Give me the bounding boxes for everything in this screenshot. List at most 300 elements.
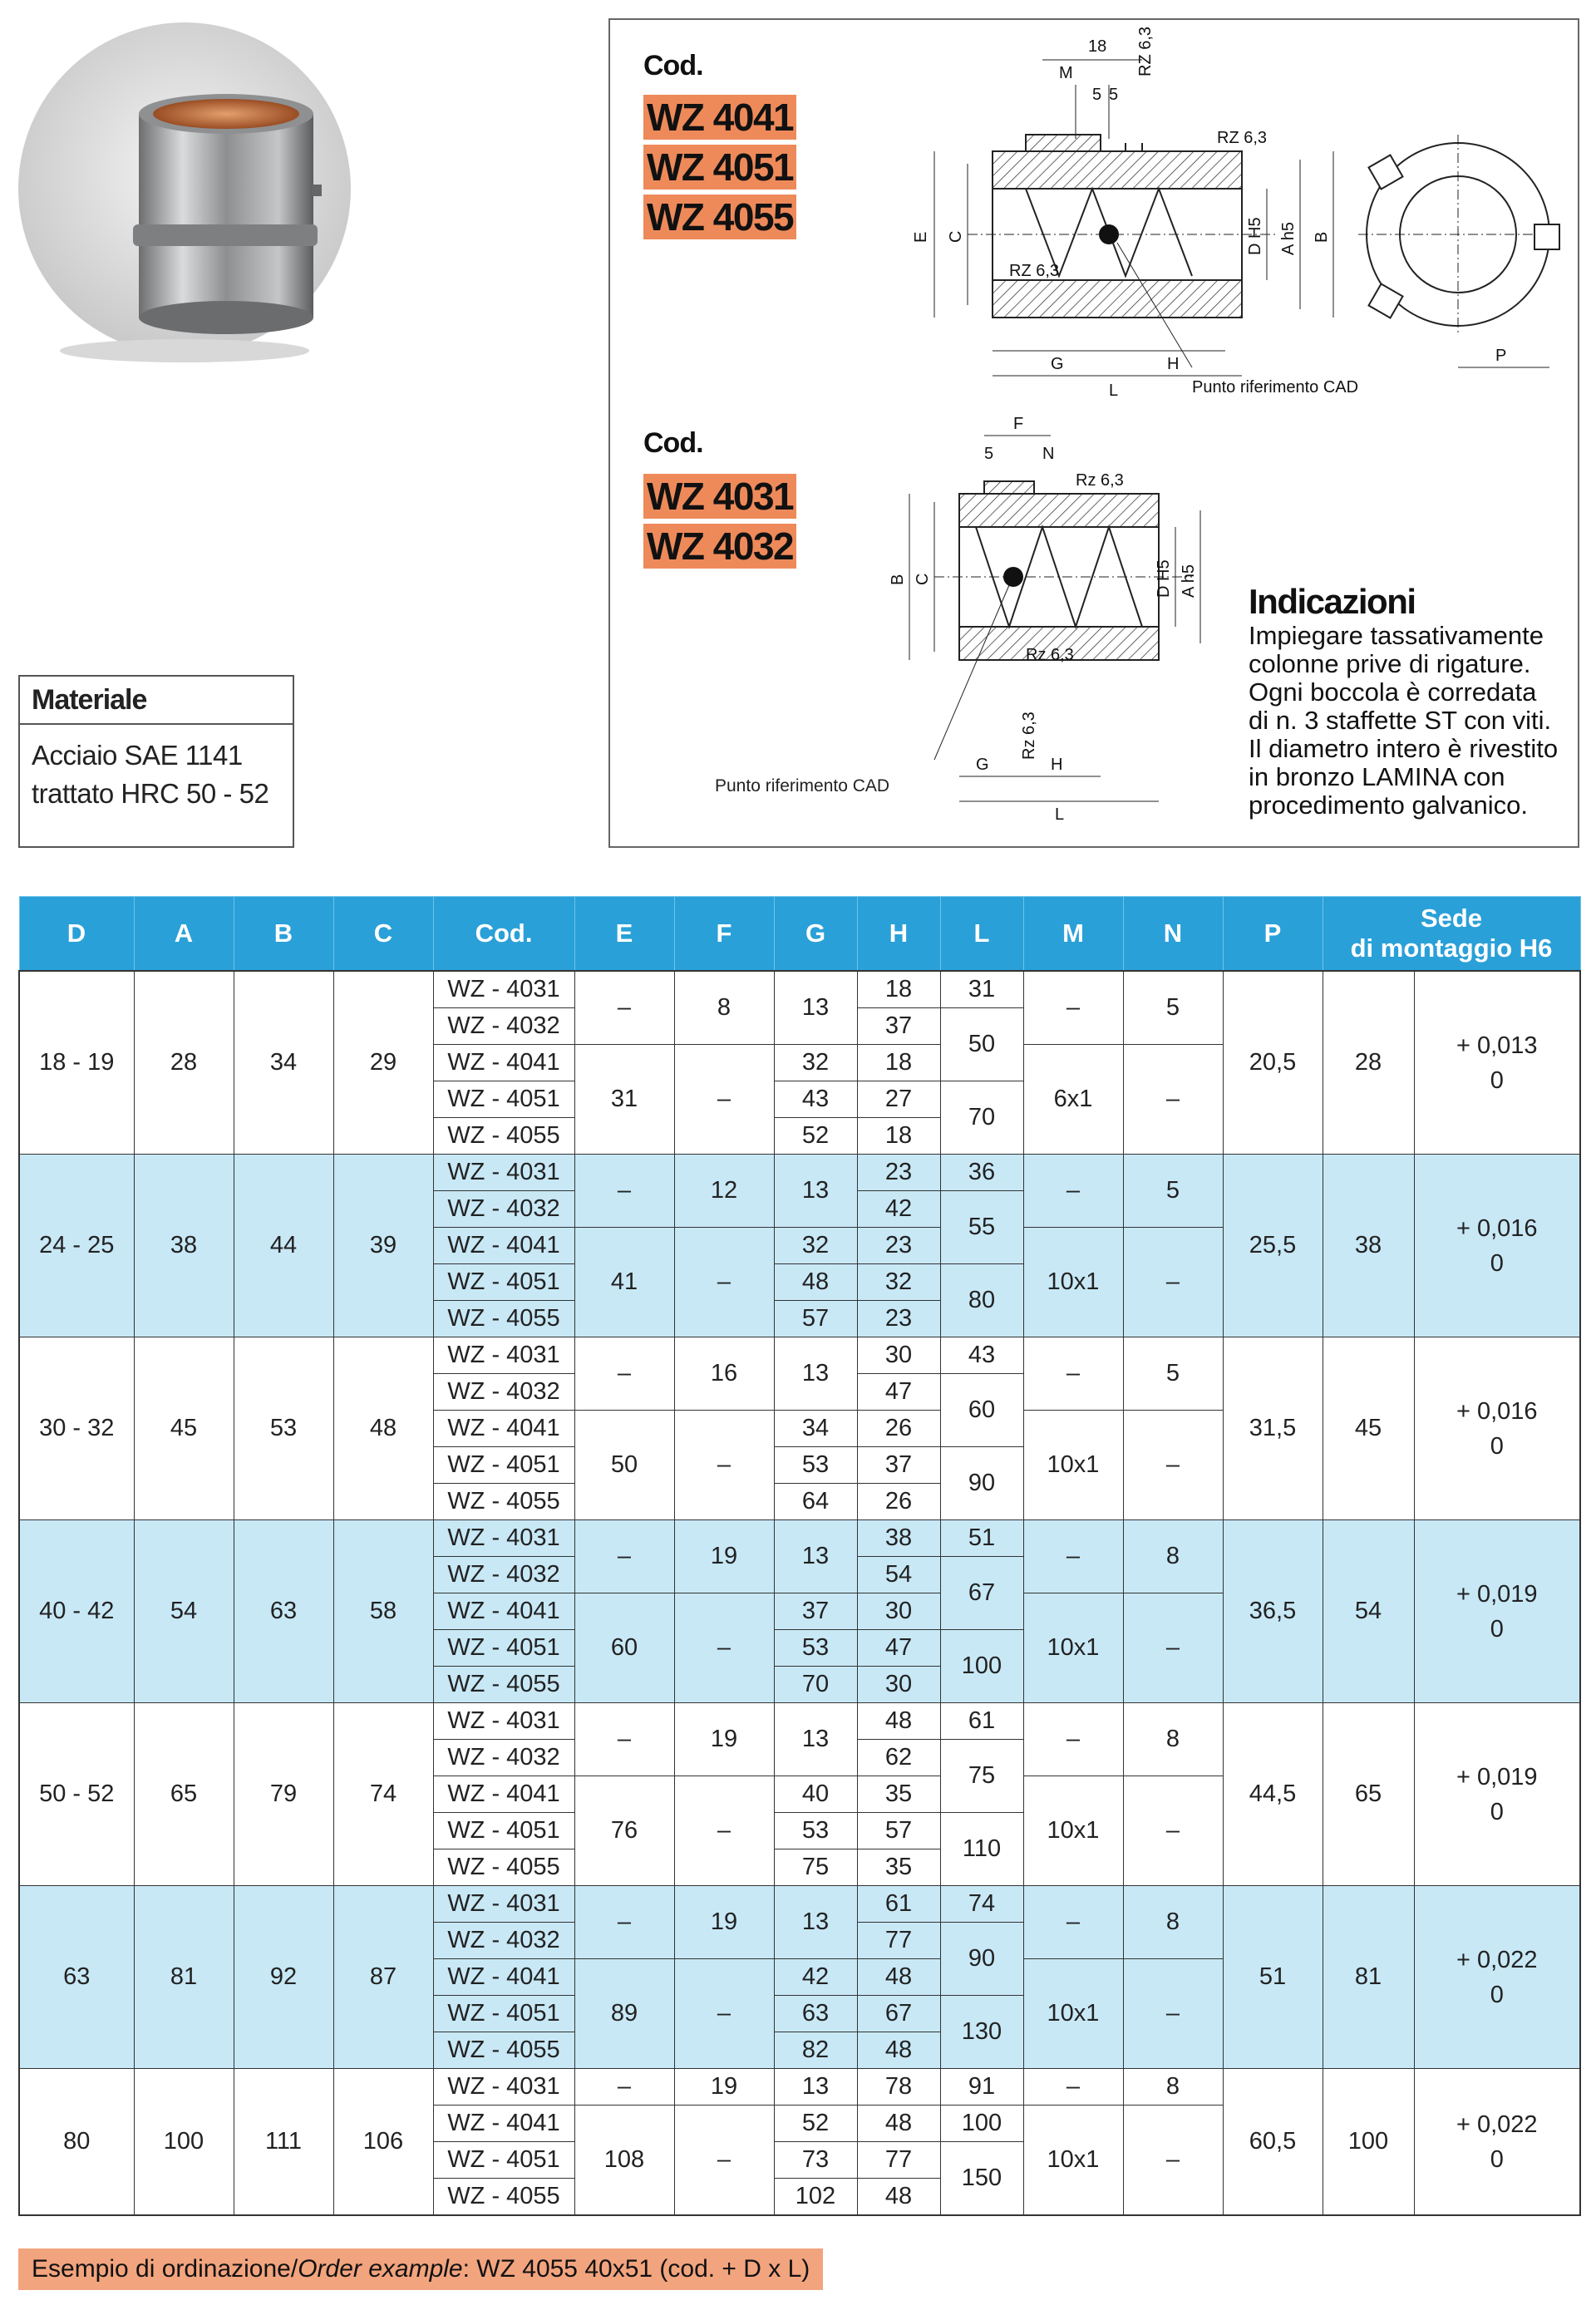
cell-L: 150 (940, 2142, 1023, 2216)
sede-line-2: di montaggio H6 (1350, 933, 1553, 963)
indicazioni-line: procedimento galvanico. (1249, 790, 1529, 820)
cell-cod: WZ - 4055 (433, 1667, 574, 1703)
cell-N: 8 (1123, 1520, 1223, 1593)
cell-E: 50 (574, 1411, 674, 1520)
cell-P: 20,5 (1223, 971, 1323, 1155)
table-row (19, 1520, 1580, 1557)
cell-cod: WZ - 4031 (433, 1337, 574, 1374)
col-header-B: B (234, 897, 333, 972)
cell-G: 40 (774, 1776, 857, 1813)
table-row (19, 1155, 1580, 1191)
cell-H: 77 (857, 1923, 940, 1959)
cell-L: 91 (940, 2069, 1023, 2106)
cell-B: 111 (234, 2069, 333, 2216)
cell-N: – (1123, 1776, 1223, 1886)
cell-G: 70 (774, 1667, 857, 1703)
cell-H: 35 (857, 1776, 940, 1813)
table-row (19, 971, 1580, 1008)
cell-seat: 45 (1323, 1337, 1414, 1520)
cell-L: 67 (940, 1557, 1023, 1630)
cell-E: 89 (574, 1959, 674, 2069)
cell-B: 34 (234, 971, 333, 1155)
material-line-1: Acciaio SAE 1141 (32, 740, 243, 771)
cell-B: 63 (234, 1520, 333, 1703)
order-example-prefix: Esempio di ordinazione/ (32, 2255, 298, 2283)
cell-D: 50 - 52 (19, 1703, 134, 1886)
table-header-row (19, 897, 1580, 972)
indicazioni-line: Ogni boccola è corredata (1249, 677, 1537, 707)
cell-N: – (1123, 1593, 1223, 1703)
col-header-M: M (1023, 897, 1123, 972)
cell-D: 30 - 32 (19, 1337, 134, 1520)
cell-G: 13 (774, 1703, 857, 1776)
cell-cod: WZ - 4032 (433, 1740, 574, 1776)
cell-G: 13 (774, 971, 857, 1045)
tolerance-lower: 0 (1490, 1615, 1504, 1643)
cell-N: – (1123, 1411, 1223, 1520)
cell-M: 10x1 (1023, 1593, 1123, 1703)
cell-F: – (674, 1411, 774, 1520)
cell-G: 43 (774, 1081, 857, 1118)
cell-A: 81 (134, 1886, 234, 2069)
cell-A: 65 (134, 1703, 234, 1886)
cell-L: 100 (940, 2106, 1023, 2142)
cell-H: 54 (857, 1557, 940, 1593)
rz-label-3: RZ 6,3 (1009, 262, 1060, 280)
cell-cod: WZ - 4051 (433, 1630, 574, 1667)
cell-M: 10x1 (1023, 1228, 1123, 1337)
cell-N: 8 (1123, 2069, 1223, 2106)
indicazioni-line: di n. 3 staffette ST con viti. (1249, 706, 1552, 735)
cell-A: 28 (134, 971, 234, 1155)
col-header-L: L (940, 897, 1023, 972)
col-header-H: H (857, 897, 940, 972)
cell-cod: WZ - 4051 (433, 1447, 574, 1484)
dim-E: E (912, 231, 930, 243)
cell-cod: WZ - 4032 (433, 1008, 574, 1045)
cell-N: 5 (1123, 1337, 1223, 1411)
dim-B2: B (889, 574, 907, 585)
dim-C2: C (914, 573, 932, 585)
cell-C: 87 (333, 1886, 433, 2069)
cell-cod: WZ - 4031 (433, 1155, 574, 1191)
cell-G: 64 (774, 1484, 857, 1520)
product-photo (10, 18, 359, 367)
cell-G: 13 (774, 1337, 857, 1411)
cell-G: 52 (774, 1118, 857, 1155)
cell-L: 110 (940, 1813, 1023, 1886)
cell-G: 13 (774, 2069, 857, 2106)
cell-L: 61 (940, 1703, 1023, 1740)
tolerance-lower: 0 (1490, 1249, 1504, 1277)
cell-M: – (1023, 1337, 1123, 1411)
cell-D: 80 (19, 2069, 134, 2216)
cell-E: – (574, 971, 674, 1045)
cell-seat: 65 (1323, 1703, 1414, 1886)
cell-tolerance (1414, 1155, 1580, 1337)
cell-H: 48 (857, 1959, 940, 1996)
cell-tolerance (1414, 1886, 1580, 2069)
cell-cod: WZ - 4051 (433, 1081, 574, 1118)
cell-G: 73 (774, 2142, 857, 2179)
cell-F: – (674, 2106, 774, 2216)
cell-B: 53 (234, 1337, 333, 1520)
cell-cod: WZ - 4031 (433, 1703, 574, 1740)
cell-H: 23 (857, 1155, 940, 1191)
cell-H: 48 (857, 2106, 940, 2142)
tolerance-upper: + 0,013 (1456, 1032, 1538, 1059)
dim-5: 5 (984, 445, 994, 463)
cell-cod: WZ - 4032 (433, 1923, 574, 1959)
cell-cod: WZ - 4041 (433, 2106, 574, 2142)
material-line-2: trattato HRC 50 - 52 (32, 778, 269, 809)
code-badge-wz4032: WZ 4032 (643, 524, 796, 569)
cell-L: 74 (940, 1886, 1023, 1923)
cell-L: 130 (940, 1996, 1023, 2069)
cell-A: 100 (134, 2069, 234, 2216)
cell-G: 63 (774, 1996, 857, 2032)
cell-G: 48 (774, 1264, 857, 1301)
cell-F: 19 (674, 1886, 774, 1959)
cell-M: 10x1 (1023, 1959, 1123, 2069)
col-header-G: G (774, 897, 857, 972)
cell-cod: WZ - 4031 (433, 1886, 574, 1923)
cell-cod: WZ - 4051 (433, 1996, 574, 2032)
cell-H: 38 (857, 1520, 940, 1557)
cell-cod: WZ - 4031 (433, 1520, 574, 1557)
cell-H: 26 (857, 1484, 940, 1520)
cell-E: – (574, 2069, 674, 2106)
cell-G: 53 (774, 1630, 857, 1667)
tolerance-lower: 0 (1490, 1066, 1504, 1094)
cell-F: – (674, 1045, 774, 1155)
cell-C: 29 (333, 971, 433, 1155)
cell-N: 8 (1123, 1703, 1223, 1776)
col-header-A: A (134, 897, 234, 972)
dim-H2: H (1051, 756, 1063, 774)
cell-M: – (1023, 1520, 1123, 1593)
cod-label-2: Cod. (643, 427, 703, 459)
cell-tolerance (1414, 1520, 1580, 1703)
table-row (19, 2069, 1580, 2106)
cell-L: 70 (940, 1081, 1023, 1155)
cell-F: – (674, 1776, 774, 1886)
cell-G: 13 (774, 1155, 857, 1228)
cell-cod: WZ - 4031 (433, 2069, 574, 2106)
dim-L: L (1109, 382, 1119, 400)
cell-L: 80 (940, 1264, 1023, 1337)
cod-label-1: Cod. (643, 50, 703, 81)
cell-L: 90 (940, 1923, 1023, 1996)
cell-H: 30 (857, 1337, 940, 1374)
cell-N: – (1123, 2106, 1223, 2216)
cell-cod: WZ - 4051 (433, 1264, 574, 1301)
cell-cod: WZ - 4041 (433, 1228, 574, 1264)
dim-M: M (1059, 64, 1073, 82)
cell-cod: WZ - 4041 (433, 1776, 574, 1813)
cell-H: 30 (857, 1593, 940, 1630)
cell-H: 37 (857, 1447, 940, 1484)
dim-P: P (1495, 347, 1507, 365)
col-header-F: F (674, 897, 774, 972)
col-header-cod: Cod. (433, 897, 574, 972)
cell-H: 23 (857, 1228, 940, 1264)
tolerance-upper: + 0,016 (1456, 1214, 1538, 1242)
cell-E: 41 (574, 1228, 674, 1337)
cell-F: 19 (674, 1703, 774, 1776)
bushing-drawing-collar (860, 411, 1225, 835)
cell-M: 10x1 (1023, 2106, 1123, 2216)
code-badge-wz4051: WZ 4051 (643, 145, 796, 190)
cell-E: – (574, 1337, 674, 1411)
material-header: Materiale (20, 677, 293, 725)
cell-G: 13 (774, 1520, 857, 1593)
table-row (19, 1337, 1580, 1374)
cell-cod: WZ - 4041 (433, 1411, 574, 1447)
cell-N: – (1123, 1228, 1223, 1337)
cell-seat: 38 (1323, 1155, 1414, 1337)
dim-DH5-2: D H5 (1155, 559, 1173, 598)
dim-N: N (1042, 445, 1055, 463)
code-badge-wz4055: WZ 4055 (643, 195, 796, 239)
cell-tolerance (1414, 971, 1580, 1155)
cell-C: 58 (333, 1520, 433, 1703)
cell-cod: WZ - 4041 (433, 1045, 574, 1081)
cad-reference-label-1: Punto riferimento CAD (1192, 378, 1359, 396)
cell-F: 19 (674, 2069, 774, 2106)
cell-seat: 54 (1323, 1520, 1414, 1703)
cell-H: 37 (857, 1008, 940, 1045)
col-header-C: C (333, 897, 433, 972)
cell-L: 55 (940, 1191, 1023, 1264)
order-example (18, 2248, 823, 2290)
cell-A: 54 (134, 1520, 234, 1703)
dim-F: F (1013, 415, 1024, 433)
dim-DH5: D H5 (1246, 217, 1264, 255)
cell-C: 48 (333, 1337, 433, 1520)
cell-G: 102 (774, 2179, 857, 2216)
cell-A: 45 (134, 1337, 234, 1520)
cell-A: 38 (134, 1155, 234, 1337)
dim-C: C (947, 230, 965, 243)
cell-D: 18 - 19 (19, 971, 134, 1155)
cell-L: 50 (940, 1008, 1023, 1081)
cell-H: 48 (857, 2179, 940, 2216)
indicazioni-line: Impiegare tassativamente (1249, 621, 1544, 650)
tolerance-lower: 0 (1490, 1432, 1504, 1460)
rz-label-b1: Rz 6,3 (1076, 471, 1124, 490)
cell-B: 44 (234, 1155, 333, 1337)
cell-M: – (1023, 1703, 1123, 1776)
col-header-sede (1323, 897, 1580, 972)
material-box (18, 675, 294, 848)
cell-G: 82 (774, 2032, 857, 2069)
dim-Ah5-2: A h5 (1180, 564, 1198, 598)
cell-F: – (674, 1228, 774, 1337)
cell-L: 31 (940, 971, 1023, 1008)
cell-G: 53 (774, 1447, 857, 1484)
cell-H: 57 (857, 1813, 940, 1849)
order-example-italic: Order example (298, 2255, 463, 2283)
cell-G: 53 (774, 1813, 857, 1849)
cell-M: 10x1 (1023, 1411, 1123, 1520)
cell-H: 18 (857, 1045, 940, 1081)
rz-label-b2: Rz 6,3 (1026, 646, 1074, 664)
cell-H: 42 (857, 1191, 940, 1228)
cell-P: 36,5 (1223, 1520, 1323, 1703)
dim-G2: G (976, 756, 989, 774)
tolerance-upper: + 0,022 (1456, 2110, 1538, 2138)
cell-G: 57 (774, 1301, 857, 1337)
cell-cod: WZ - 4031 (433, 971, 574, 1008)
cell-L: 60 (940, 1374, 1023, 1447)
cell-M: – (1023, 971, 1123, 1045)
cell-G: 37 (774, 1593, 857, 1630)
cell-H: 18 (857, 1118, 940, 1155)
cell-E: – (574, 1703, 674, 1776)
cell-M: – (1023, 1155, 1123, 1228)
cell-tolerance (1414, 1337, 1580, 1520)
cell-cod: WZ - 4032 (433, 1191, 574, 1228)
cell-cod: WZ - 4055 (433, 2179, 574, 2216)
cell-G: 32 (774, 1228, 857, 1264)
cell-G: 32 (774, 1045, 857, 1081)
cell-cod: WZ - 4055 (433, 1118, 574, 1155)
cell-cod: WZ - 4055 (433, 1301, 574, 1337)
dim-Ah5: A h5 (1279, 221, 1298, 255)
cell-H: 47 (857, 1630, 940, 1667)
cell-H: 35 (857, 1849, 940, 1886)
cell-H: 23 (857, 1301, 940, 1337)
cell-H: 30 (857, 1667, 940, 1703)
cell-H: 77 (857, 2142, 940, 2179)
cell-N: – (1123, 1959, 1223, 2069)
dim-L2: L (1055, 805, 1065, 824)
cell-D: 40 - 42 (19, 1520, 134, 1703)
col-header-D: D (19, 897, 134, 972)
col-header-E: E (574, 897, 674, 972)
cell-E: 76 (574, 1776, 674, 1886)
cell-cod: WZ - 4055 (433, 2032, 574, 2069)
cell-cod: WZ - 4055 (433, 1849, 574, 1886)
cell-E: – (574, 1886, 674, 1959)
cell-seat: 81 (1323, 1886, 1414, 2069)
dim-5b: 5 (1109, 86, 1119, 104)
cell-N: 5 (1123, 971, 1223, 1045)
cell-cod: WZ - 4051 (433, 2142, 574, 2179)
code-badge-wz4031: WZ 4031 (643, 474, 796, 519)
cell-H: 78 (857, 2069, 940, 2106)
cell-F: 8 (674, 971, 774, 1045)
tolerance-lower: 0 (1490, 2145, 1504, 2173)
cell-G: 52 (774, 2106, 857, 2142)
dim-G: G (1051, 355, 1064, 373)
cell-G: 75 (774, 1849, 857, 1886)
indicazioni-line: Il diametro intero è rivestito (1249, 734, 1559, 763)
tolerance-upper: + 0,022 (1456, 1946, 1538, 1973)
spec-table (18, 896, 1581, 2216)
cell-cod: WZ - 4041 (433, 1593, 574, 1630)
bushing-drawing-flanged (860, 27, 1574, 417)
sede-line-1: Sede (1420, 904, 1483, 933)
cell-cod: WZ - 4051 (433, 1813, 574, 1849)
cell-L: 100 (940, 1630, 1023, 1703)
tolerance-upper: + 0,016 (1456, 1397, 1538, 1425)
cell-P: 51 (1223, 1886, 1323, 2069)
col-header-P: P (1223, 897, 1323, 972)
order-example-suffix: : WZ 4055 40x51 (cod. + D x L) (462, 2255, 810, 2283)
cell-M: – (1023, 1886, 1123, 1959)
cell-H: 48 (857, 2032, 940, 2069)
cell-seat: 100 (1323, 2069, 1414, 2216)
cell-H: 26 (857, 1411, 940, 1447)
cell-D: 63 (19, 1886, 134, 2069)
dim-5a: 5 (1092, 86, 1102, 104)
cell-tolerance (1414, 1703, 1580, 1886)
cell-D: 24 - 25 (19, 1155, 134, 1337)
cell-H: 61 (857, 1886, 940, 1923)
cell-F: 16 (674, 1337, 774, 1411)
cell-seat: 28 (1323, 971, 1414, 1155)
table-row (19, 1886, 1580, 1923)
cell-M: – (1023, 2069, 1123, 2106)
cell-F: – (674, 1959, 774, 2069)
indicazioni-line: in bronzo LAMINA con (1249, 762, 1505, 791)
cell-L: 75 (940, 1740, 1023, 1813)
dim-H: H (1167, 355, 1180, 373)
cell-G: 13 (774, 1886, 857, 1959)
cell-C: 106 (333, 2069, 433, 2216)
tolerance-lower: 0 (1490, 1798, 1504, 1825)
indicazioni-title: Indicazioni (1249, 582, 1416, 621)
cell-E: – (574, 1155, 674, 1228)
cell-tolerance (1414, 2069, 1580, 2216)
indicazioni-line: colonne prive di rigature. (1249, 649, 1531, 678)
rz-label-b3: Rz 6,3 (1020, 712, 1038, 760)
cell-F: 12 (674, 1155, 774, 1228)
cell-N: 8 (1123, 1886, 1223, 1959)
cell-L: 90 (940, 1447, 1023, 1520)
cell-cod: WZ - 4055 (433, 1484, 574, 1520)
cell-H: 47 (857, 1374, 940, 1411)
cell-G: 34 (774, 1411, 857, 1447)
cell-H: 48 (857, 1703, 940, 1740)
indicazioni-text (1249, 622, 1573, 820)
cell-B: 92 (234, 1886, 333, 2069)
cell-C: 74 (333, 1703, 433, 1886)
cell-H: 67 (857, 1996, 940, 2032)
cell-B: 79 (234, 1703, 333, 1886)
cell-cod: WZ - 4032 (433, 1374, 574, 1411)
rz-label-2: RZ 6,3 (1217, 129, 1268, 147)
cell-L: 43 (940, 1337, 1023, 1374)
cell-H: 32 (857, 1264, 940, 1301)
dim-B: B (1313, 231, 1331, 243)
code-badge-wz4041: WZ 4041 (643, 95, 796, 140)
cell-P: 25,5 (1223, 1155, 1323, 1337)
cell-E: 60 (574, 1593, 674, 1703)
col-header-N: N (1123, 897, 1223, 972)
cell-E: 31 (574, 1045, 674, 1155)
tolerance-lower: 0 (1490, 1981, 1504, 2008)
cell-N: – (1123, 1045, 1223, 1155)
cell-E: – (574, 1520, 674, 1593)
cell-M: 10x1 (1023, 1776, 1123, 1886)
cell-P: 60,5 (1223, 2069, 1323, 2216)
cell-L: 36 (940, 1155, 1023, 1191)
dim-18: 18 (1088, 37, 1107, 56)
cell-H: 62 (857, 1740, 940, 1776)
